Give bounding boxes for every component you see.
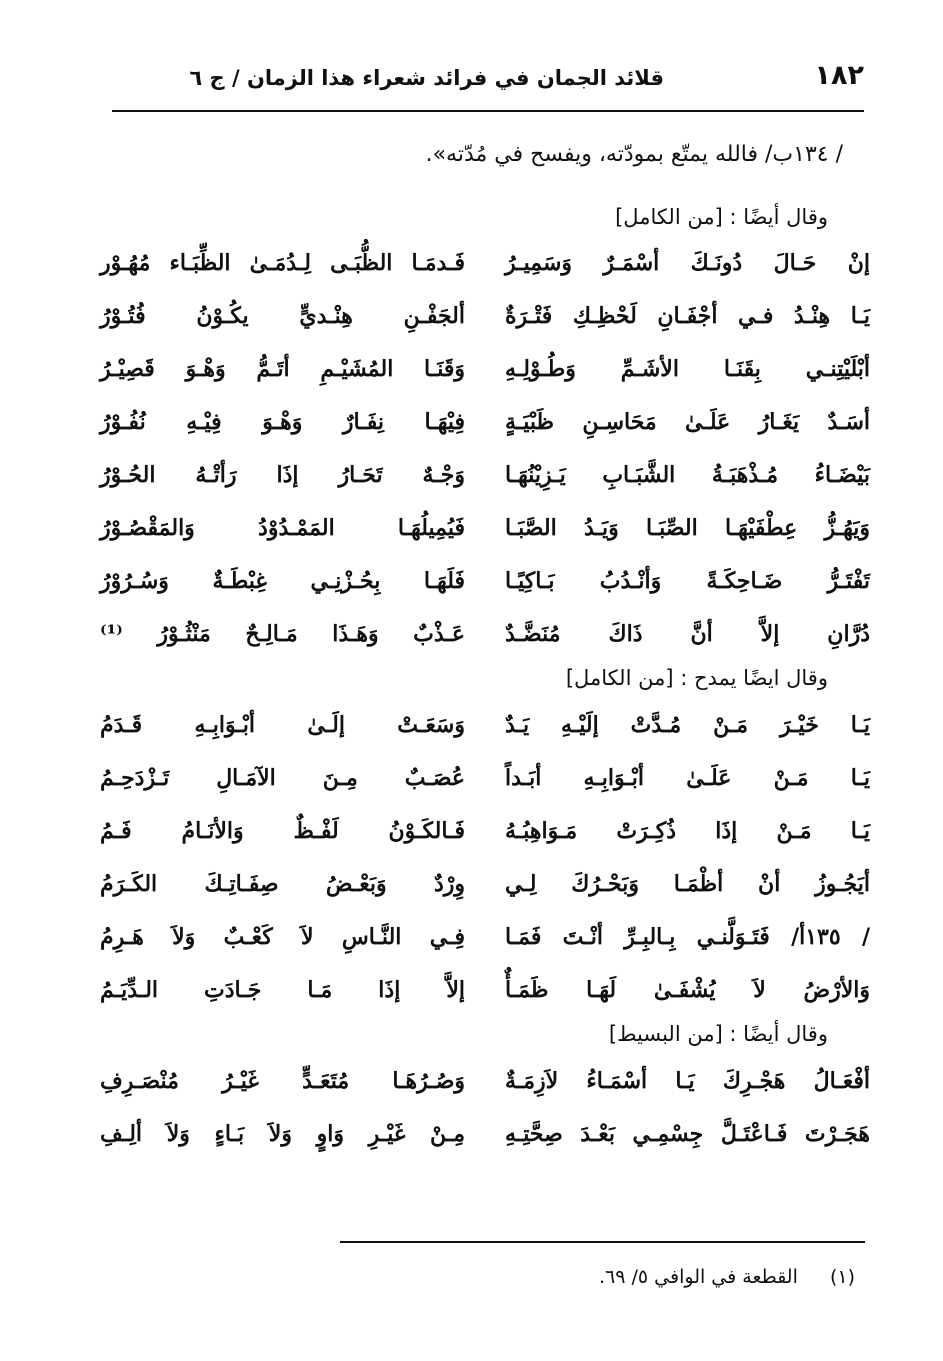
- section-heading-3: وقال أيضًا : [من البسيط]: [608, 1022, 828, 1046]
- hemistich-second: وَقَنَـا المُشَيْـمِ أتَـمُّ وَهْـوَ قَصِيْـرُ: [100, 356, 465, 382]
- hemistich-second: عُصَـبٌ مِـنَ الآمَـالِ تَـزْدَحِـمُ: [100, 765, 465, 791]
- hemistich-second: فَـالكَـوْنُ لَفْـظٌ وَالأنَـامُ فَـمُ: [100, 818, 465, 844]
- section-heading-1: وقال أيضًا : [من الكامل]: [615, 205, 828, 229]
- section-heading-2: وقال ايضًا يمدح : [من الكامل]: [565, 666, 828, 690]
- header-rule: [112, 110, 864, 112]
- hemistich-second: وِرْدٌ وَبَعْـضُ صِفَـاتِـكَ الكَـرَمُ: [100, 871, 465, 897]
- hemistich-first: دُرَّانِ إلاَّ أنَّ ذَاكَ مُنَضَّـدٌ: [505, 621, 870, 647]
- hemistich-first: وَيَهُـزُّ عِطْفَيْهَـا الصِّبَـا وَيَـدُ الصَّبَـا: [505, 515, 870, 541]
- hemistich-second: فِيْهَـا نِفَـارٌ وَهْـوَ فِيْـهِ نُفُـوْرُ: [100, 409, 465, 435]
- verse: [100, 924, 870, 977]
- hemistich-first: أيَجُـوزُ أنْ أظْمَـا وَبَحْـرُكَ لِـي: [505, 871, 870, 897]
- intro-line: / ١٣٤ب/ فالله يمتّع بمودّته، ويفسح في مُدّته».: [425, 142, 843, 167]
- page-number: ١٨٢: [814, 60, 864, 91]
- page-header: [112, 60, 864, 104]
- hemistich-first: يَـا خَيْـرَ مَـنْ مُـدَّتْ إلَيْـهِ يَـدٌ: [505, 712, 870, 738]
- hemistich-first: بَيْضَـاءُ مُـذْهَبَـةُ الشَّبَـابِ يَـزِيْنُهَـا: [505, 462, 870, 488]
- verse: [100, 818, 870, 871]
- footnote: [599, 1266, 855, 1288]
- verse: [100, 568, 870, 621]
- footnote-marker: (١): [829, 1266, 855, 1288]
- hemistich-second: فَيُمِيلُهَـا المَمْـدُوْدُ وَالمَقْصُـوْرُ: [100, 515, 465, 541]
- hemistich-second: عَـذْبٌ وَهَـذَا مَـالِـحٌ مَنْثُـوْرُ ⁽¹⁾: [100, 621, 465, 647]
- hemistich-second: وَجْـهٌ تَحَـارُ إذَا رَأتْـهُ الحُـوْرُ: [100, 462, 465, 488]
- hemistich-second: ألجَفْـنِ هِنْـديٍّ يكُـوْنُ فُتُـوْرُ: [100, 303, 465, 329]
- verse: [100, 515, 870, 568]
- poem-2: [100, 712, 870, 1030]
- verse: [100, 250, 870, 303]
- running-title: قلائد الجمان في فرائد شعراء هذا الزمان / ج ٦: [189, 66, 664, 90]
- verse: [100, 356, 870, 409]
- hemistich-second: وَصُـرُهَـا مُتَعَـدٍّ غَيْـرُ مُنْصَـرِفِ: [100, 1068, 465, 1094]
- hemistich-first: أفْعَـالُ هَجْـرِكَ يَـا أسْمَـاءُ لاَزِمَـةٌ: [505, 1068, 870, 1094]
- hemistich-second: إلاَّ إذَا مَـا جَـادَتِ الـدِّيَـمُ: [100, 977, 465, 1003]
- verse: [100, 712, 870, 765]
- hemistich-first: يَـا مَـنْ عَلَـىٰ أبْـوَابِـهِ أبَـداً: [505, 765, 870, 791]
- verse: [100, 462, 870, 515]
- poem-3: [100, 1068, 870, 1174]
- hemistich-first: أسَـدٌ يَغَـارُ عَلَـىٰ مَحَاسِـنِ ظَبْيَـةٍ: [505, 409, 870, 435]
- verse: [100, 1068, 870, 1121]
- hemistich-first: أبْلَيْتِنـي بِقَنَـا الأشَـمِّ وَطُـوْلِـهِ: [505, 356, 870, 382]
- verse: [100, 409, 870, 462]
- hemistich-second: وَسَعَـتْ إلَـىٰ أبْـوَابِـهِ قَـدَمُ: [100, 712, 465, 738]
- footnote-rule: [340, 1241, 865, 1243]
- verse: [100, 303, 870, 356]
- verse: [100, 765, 870, 818]
- hemistich-second: مِـنْ غَيْـرِ وَاوٍ وَلاَ بَـاءٍ وَلاَ ألِـفِ: [100, 1121, 465, 1147]
- footnote-text: القطعة في الوافي ٥/ ٦٩.: [599, 1266, 798, 1288]
- hemistich-second: فَـدمَـا الظُّبَـى لِـدُمَـىٰ الظِّبَـاء مُهُـوْر: [100, 250, 465, 276]
- hemistich-first: تَفْتَـرُّ ضَـاحِكَـةً وَأنْـدُبُ بَـاكِيًـا: [505, 568, 870, 594]
- hemistich-second: فِـي النَّـاسِ لاَ كَعْـبٌ وَلاَ هَـرِمُ: [100, 924, 465, 950]
- hemistich-first: يَـا مَـنْ إذَا ذُكِـرَتْ مَـوَاهِبُـهُ: [505, 818, 870, 844]
- verse: [100, 1121, 870, 1174]
- poem-1: [100, 250, 870, 674]
- hemistich-second: فَلَهَـا بِحُـزْنِـي غِبْطَـةٌ وَسُـرُوْرُ: [100, 568, 465, 594]
- hemistich-first: وَالأرْضُ لاَ يُشْفَـىٰ لَهَـا ظَمَـأٌ: [505, 977, 870, 1003]
- hemistich-first: يَـا هِنْـدُ فـي أجْفَـانِ لَحْظِـكِ فَتْـرَةٌ: [505, 303, 870, 329]
- hemistich-first: هَجَـرْتَ فَـاعْتَـلَّ جِسْمِـي بَعْـدَ صِحَّتِـهِ: [505, 1121, 870, 1147]
- hemistich-first: / ١٣٥أ/ فَتَـوَلَّنـي بِـالبِـرِّ أنْـتَ فَمَـا: [505, 924, 870, 950]
- hemistich-first: إنْ حَـالَ دُونَـكَ أسْمَـرٌ وَسَمِيـرُ: [505, 250, 870, 276]
- verse: [100, 871, 870, 924]
